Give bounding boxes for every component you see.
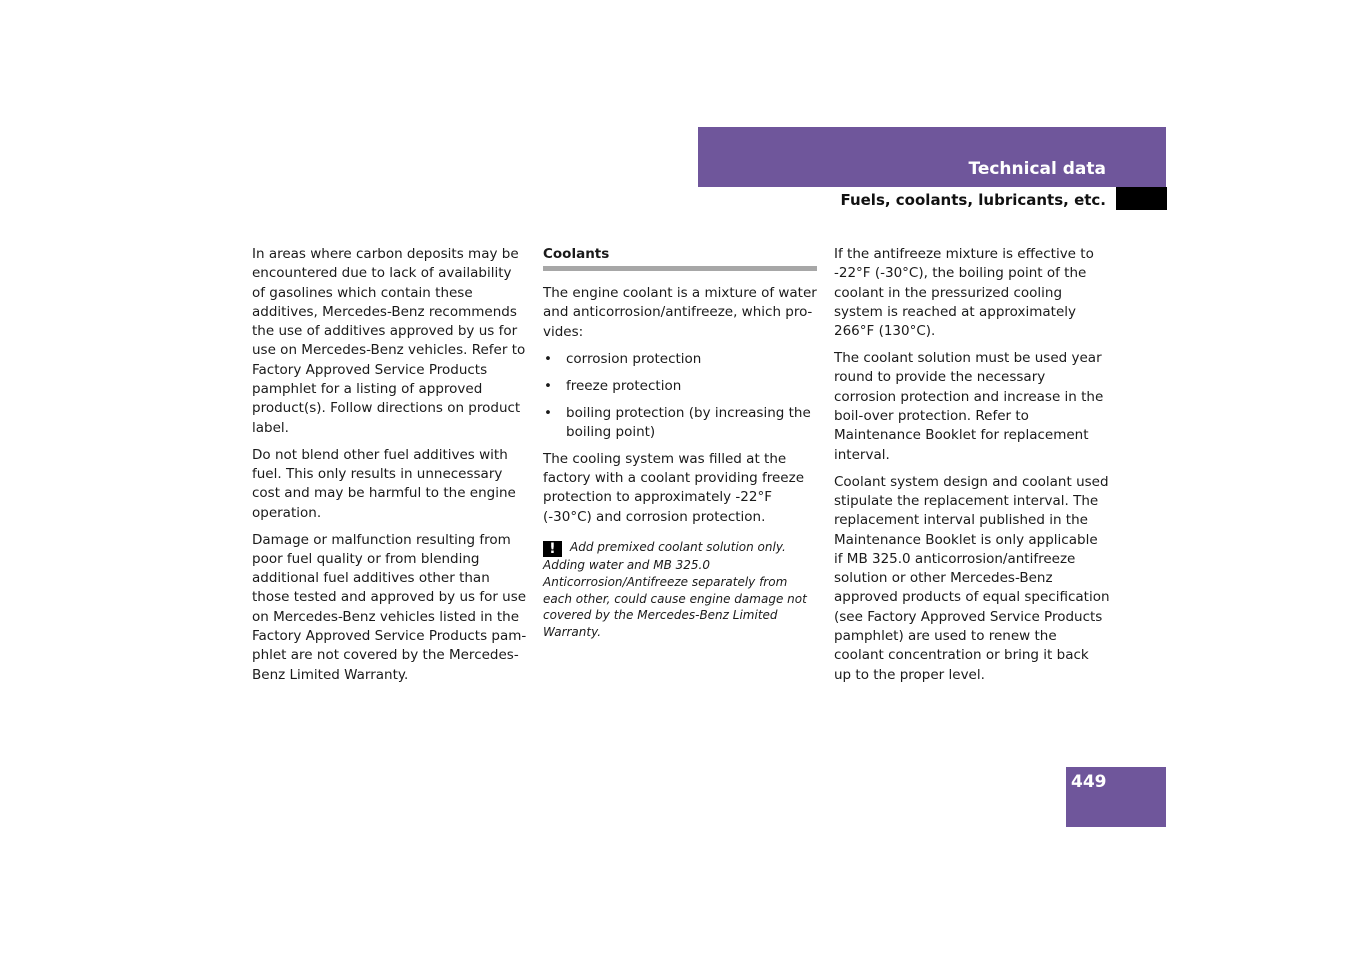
bullet-icon: • (544, 404, 552, 421)
list-item (543, 350, 817, 369)
bullet-icon: • (544, 377, 552, 394)
coolants-heading: Coolants (543, 246, 610, 262)
paragraph: The coolant solution must be used year round to provide the necessary corrosion protection and increase in the boil-over protection. Refer to Maintenance Booklet for replacement interval. (834, 350, 1104, 463)
warning-note-text: Add premixed coolant solution only. Adding water and MB 325.0 Anticorrosion/Antifreeze separately from each other, could cause engine damage not covered by the Mercedes-Benz Limited Warranty. (543, 540, 807, 640)
paragraph: Damage or malfunction resulting from poor fuel quality or from blending additional fuel additives other than those tested and approved by us for use on Mercedes-Benz vehicles listed in the Factory Approved Service Products pamphlet are not covered by the Mercedes-Benz Limited Warranty. (252, 531, 527, 683)
list-item-text: boiling protection (by increasing the boiling point) (566, 404, 811, 440)
list-item-text: freeze protection (566, 377, 682, 394)
warning-note (543, 539, 817, 641)
bullet-icon: • (544, 350, 552, 367)
list-item (543, 377, 817, 396)
page-number: 449 (1071, 772, 1107, 792)
paragraph: Do not blend other fuel additives with fuel. This only results in unnecessary cost and may be harmful to the engine operation. (252, 446, 516, 521)
coolant-protection-list (543, 350, 817, 443)
paragraph: The cooling system was filled at the factory with a coolant providing freeze protection to approximately -22°F (-30°C) and corrosion protection. (543, 450, 805, 525)
text-column-middle (543, 245, 817, 641)
text-column-left (252, 245, 528, 693)
coolant-intro: The engine coolant is a mixture of water and anticorrosion/antifreeze, which provides: (543, 285, 817, 340)
section-tab-marker (1116, 187, 1167, 210)
heading-divider (543, 266, 817, 271)
list-item-text: corrosion protection (566, 350, 702, 367)
paragraph: Coolant system design and coolant used stipulate the replacement interval. The replacement interval published in the Maintenance Booklet is only applicable if MB 325.0 anticorrosion/antifreeze solution or other Mercedes-Benz approved products of equal specification (see Factory Approved Service Products pamphlet) are used to renew the coolant concentration or bring it back up to the proper level. (834, 473, 1110, 683)
section-title: Technical data (968, 159, 1106, 179)
list-item (543, 404, 817, 443)
subsection-title: Fuels, coolants, lubricants, etc. (840, 191, 1106, 209)
text-column-right (834, 245, 1110, 693)
paragraph: If the antifreeze mixture is effective to -22°F (-30°C), the boiling point of the coolant in the pressurized cooling system is reached at approximately 266°F (130°C). (834, 246, 1094, 340)
warning-icon: ! (543, 541, 562, 557)
paragraph: In areas where carbon deposits may be encountered due to lack of availability of gasolines which contain these additives, Mercedes-Benz recommends the use of additives approved by us for use on Mercedes-Benz vehicles. Refer to Factory Approved Service Products pamphlet for a listing of approved product(s). Follow directions on product label. (252, 246, 526, 436)
